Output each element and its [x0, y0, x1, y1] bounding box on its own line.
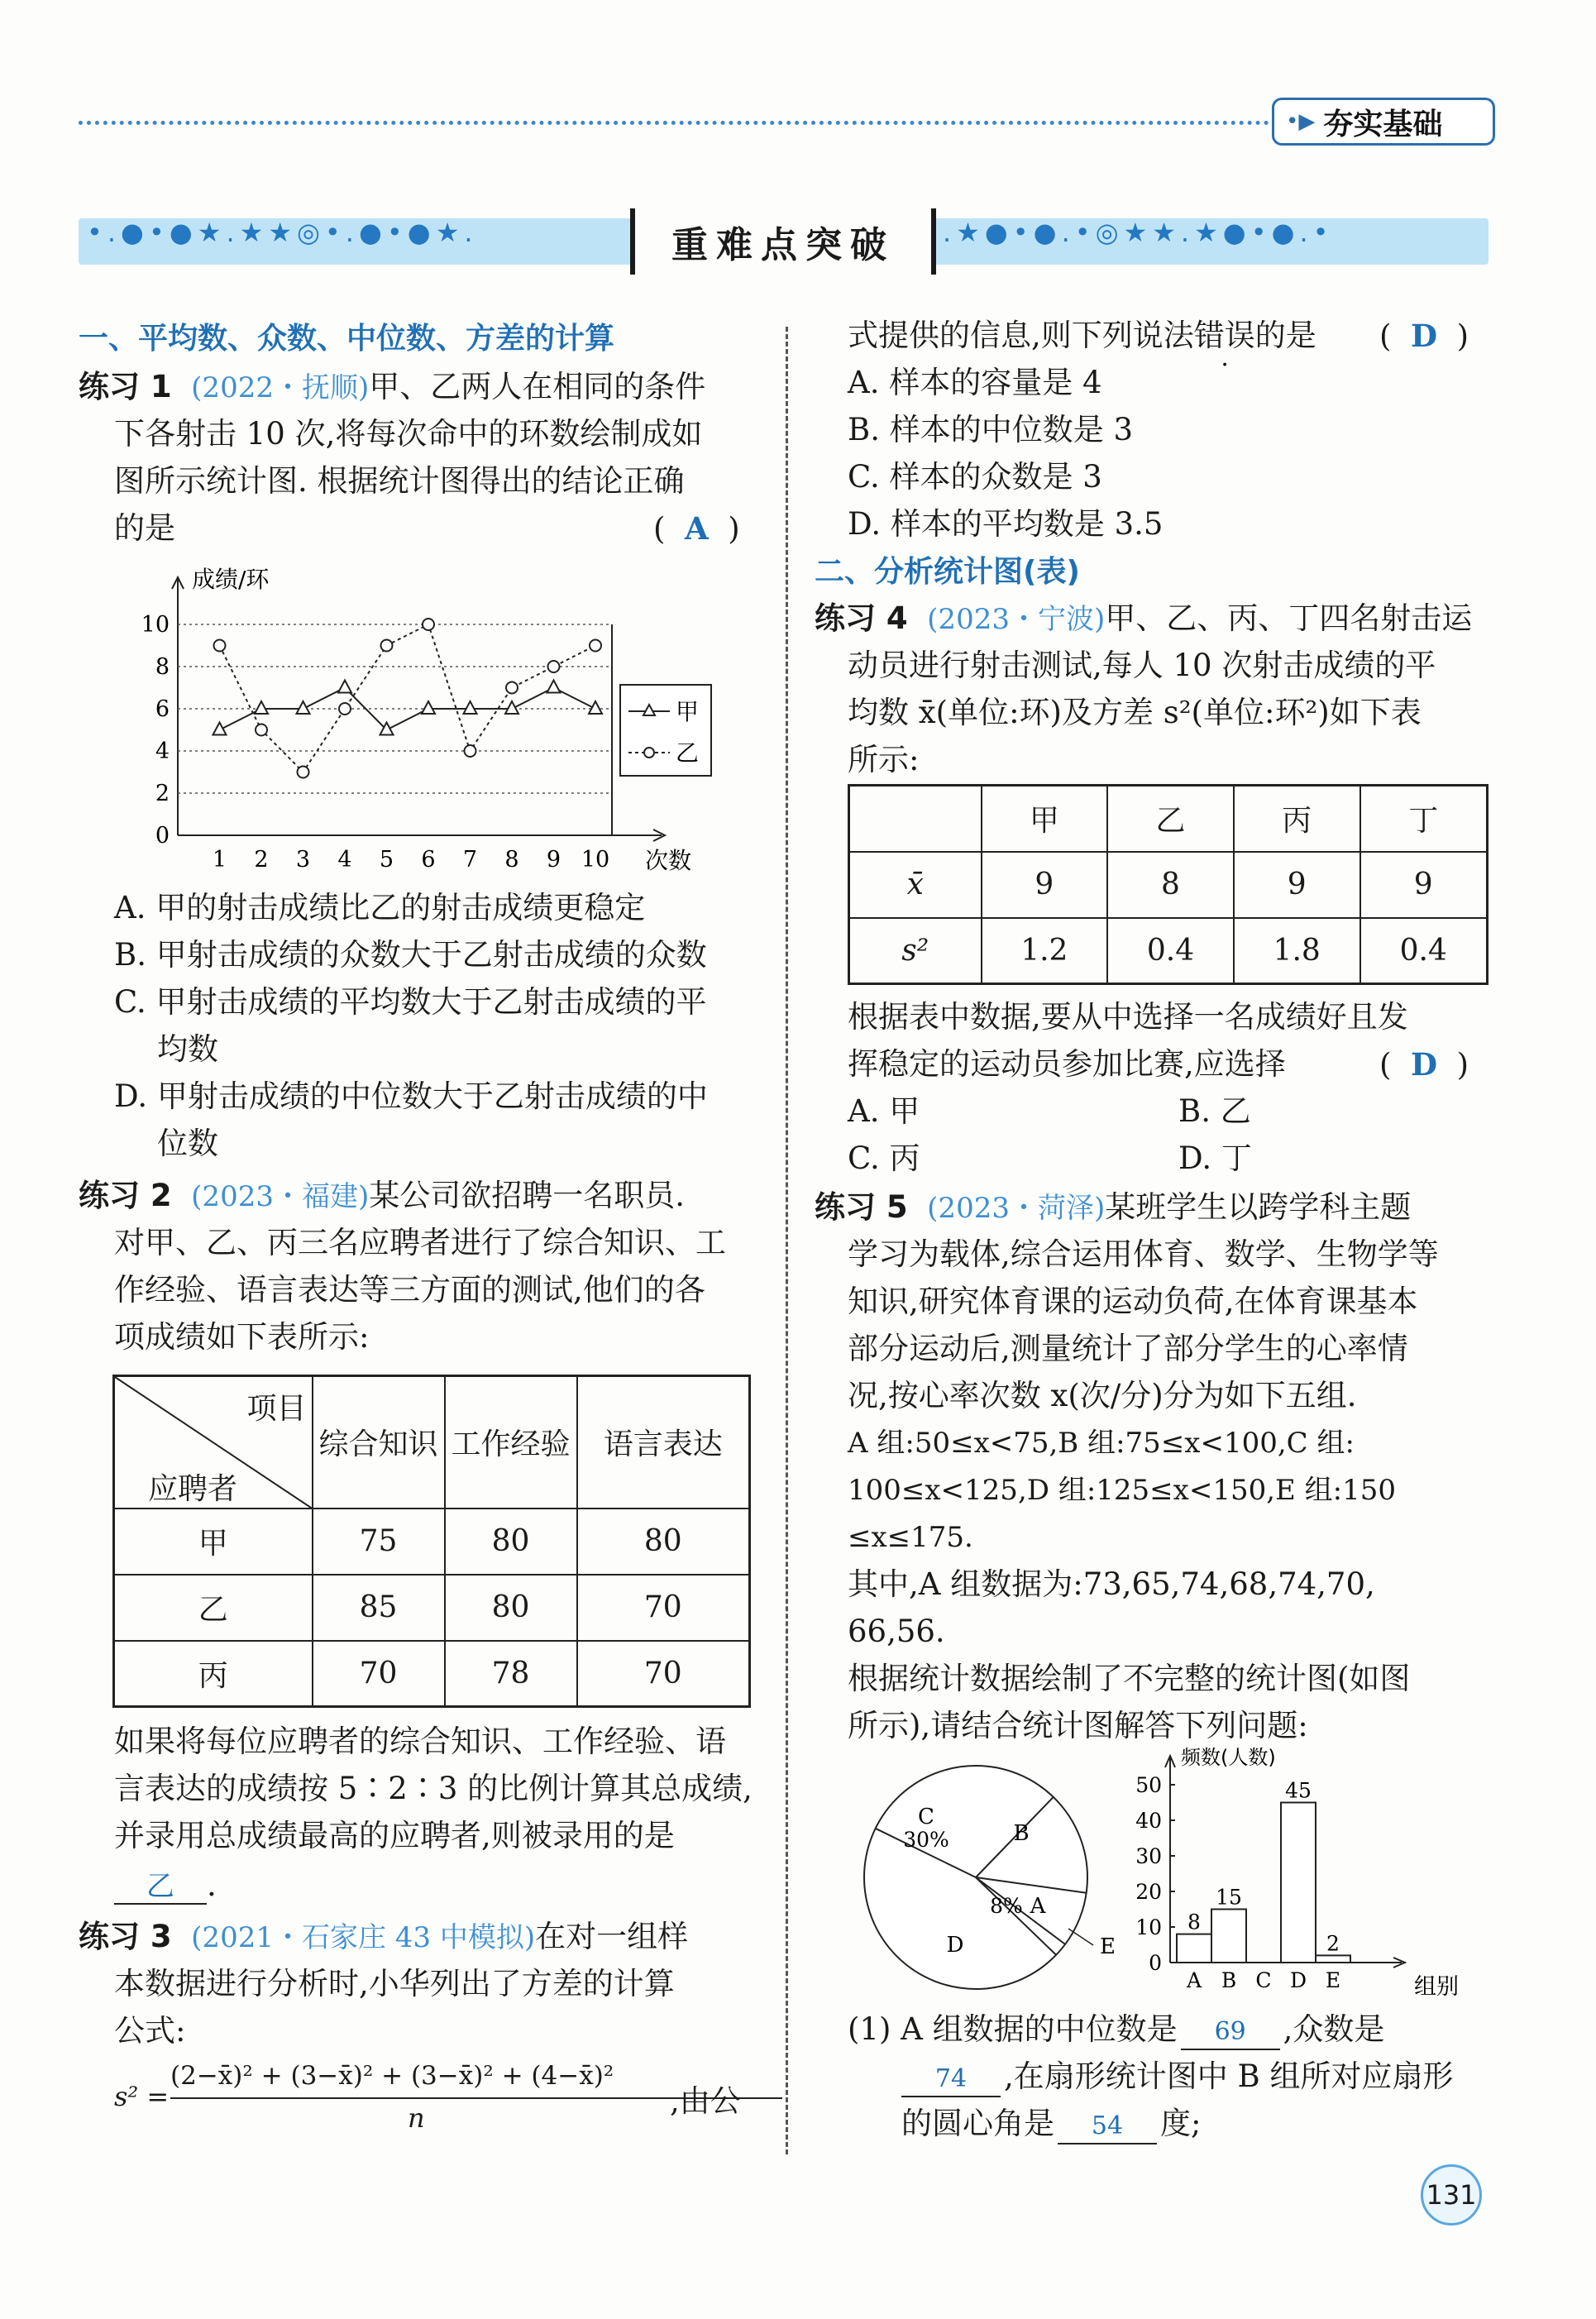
ex5-text: 所示),请结合统计图解答下列问题: — [848, 1708, 1308, 1743]
y-tick-label: 4 — [155, 739, 170, 764]
ex2-corner-bottom: 应聘者 — [148, 1471, 238, 1506]
ex1-line1 — [79, 364, 705, 411]
ex2-table-corner — [114, 1376, 313, 1509]
ex3-cont-tail: 的是 — [1254, 318, 1316, 353]
ex5-text: 某班学生以跨学科主题 — [1105, 1189, 1412, 1225]
bar-value-label: 45 — [1285, 1778, 1312, 1803]
ex4-option-b: B. 乙 — [1178, 1093, 1251, 1129]
ex5-answer-angle: 54 — [1058, 2110, 1157, 2144]
bar-E — [1316, 1955, 1350, 1963]
table-row — [114, 1509, 750, 1575]
ex3-text: 在对一组样 — [535, 1919, 689, 1954]
ex5-text: 66,56. — [848, 1614, 945, 1649]
ex4-answer: ( D ) — [1379, 1046, 1469, 1083]
pie-value-A: 8% — [990, 1894, 1023, 1918]
table-row — [114, 1641, 750, 1707]
y-tick-label: 40 — [1135, 1809, 1162, 1833]
x-tick-label: 6 — [421, 847, 436, 873]
ex4-cell: s² — [849, 918, 982, 984]
bar-value-label: 8 — [1187, 1910, 1201, 1934]
x-tick-label: 10 — [581, 847, 610, 873]
banner-stars-right: .★●•●.•◎★★.★●•●.• — [943, 217, 1334, 248]
x-tick-label: 7 — [462, 847, 478, 873]
legend-label-甲: 甲 — [676, 698, 700, 725]
column-divider — [786, 327, 788, 2154]
x-tick-label: D — [1289, 1968, 1307, 1992]
bar-A — [1177, 1934, 1211, 1963]
ex3-cite: (2021・石家庄 43 中模拟) — [191, 1921, 536, 1954]
table-row — [849, 852, 1488, 918]
ex4-answer-value: D — [1410, 1046, 1438, 1083]
ex3-label: 练习 3 — [79, 1919, 172, 1954]
ex2-after: 如果将每位应聘者的综合知识、工作经验、语 — [114, 1724, 726, 1759]
bar-B — [1211, 1910, 1246, 1963]
ex4-cell: 0.4 — [1107, 918, 1234, 984]
ex3-cont-line — [848, 313, 1316, 359]
ex3-line1 — [79, 1914, 688, 1961]
ex4-cell: 9 — [1360, 852, 1488, 918]
ex4-table — [848, 784, 1488, 985]
ex3-text: 公式: — [114, 2013, 186, 2049]
ex5-q1-text: 的圆心角是 — [901, 2106, 1054, 2141]
ex4-label: 练习 4 — [815, 600, 908, 636]
ex1-option-c-cont: 均数 — [157, 1031, 218, 1067]
x-axis-label: 组别 — [1414, 1974, 1459, 2000]
ex2-cell: 70 — [577, 1575, 750, 1641]
x-tick-label: 3 — [295, 847, 311, 873]
section-tab — [1272, 98, 1495, 146]
ex2-cell: 乙 — [114, 1575, 313, 1641]
ex4-option-a: A. 甲 — [848, 1093, 920, 1129]
data-point-triangle — [422, 701, 435, 714]
ex5-answer-median: 69 — [1181, 2015, 1280, 2050]
table-row — [114, 1575, 750, 1641]
pie-label-E: E — [1100, 1934, 1116, 1959]
data-point-triangle — [297, 701, 310, 714]
ex2-table — [112, 1375, 751, 1708]
ex4-cite: (2023・宁波) — [927, 603, 1106, 636]
x-tick-label: 5 — [379, 847, 394, 873]
pie-label-A: A — [1030, 1894, 1046, 1919]
ex5-q1-line2 — [901, 2054, 1453, 2100]
ex1-label: 练习 1 — [79, 369, 172, 404]
ex5-cite: (2023・菏泽) — [927, 1192, 1106, 1225]
ex4-cell: 8 — [1107, 852, 1234, 918]
ex5-text: 根据统计数据绘制了不完整的统计图(如图 — [848, 1661, 1411, 1696]
ex2-cell: 70 — [577, 1641, 750, 1707]
data-point-circle — [506, 682, 518, 694]
ex4-header: 丁 — [1360, 786, 1488, 852]
ex5-q1-text: 度; — [1160, 2106, 1202, 2141]
pie-label-C: C — [918, 1805, 934, 1829]
ex4-after: 挥稳定的运动员参加比赛,应选择 — [848, 1046, 1286, 1082]
ex4-after: 根据表中数据,要从中选择一名成绩好且发 — [848, 999, 1408, 1035]
ex2-cell: 80 — [445, 1575, 577, 1641]
data-point-circle — [590, 640, 601, 652]
ex5-q1-text: (1) A 组数据的中位数是 — [848, 2011, 1178, 2047]
ex4-option-d: D. 丁 — [1178, 1140, 1252, 1176]
ex4-header — [849, 786, 982, 852]
table-row — [849, 918, 1488, 984]
x-axis-label: 次数 — [645, 847, 692, 874]
ex5-text: ≤x≤175. — [848, 1521, 973, 1554]
ex4-cell: 9 — [1234, 852, 1360, 918]
ex2-text: 作经验、语言表达等三方面的测试,他们的各 — [114, 1272, 705, 1308]
ex2-col-header: 综合知识 — [313, 1376, 445, 1509]
ex4-cell: 1.8 — [1234, 918, 1360, 984]
ex1-text: 甲、乙两人在相同的条件 — [369, 369, 706, 404]
y-tick-label: 0 — [155, 823, 170, 849]
ex4-option-c: C. 丙 — [848, 1140, 920, 1176]
ex1-answer-value: A — [684, 510, 709, 547]
data-point-triangle — [213, 723, 227, 735]
ex1-option-c: C. 甲射击成绩的平均数大于乙射击成绩的平 — [114, 984, 707, 1020]
ex5-text: 其中,A 组数据为:73,65,74,68,74,70, — [848, 1566, 1375, 1602]
ex5-text: 学习为载体,综合运用体育、数学、生物学等 — [848, 1236, 1439, 1272]
x-tick-label: A — [1186, 1968, 1202, 1992]
ex2-cell: 75 — [313, 1509, 445, 1575]
banner-stars-left: •.●•●★.★★◎•.●•●★. — [87, 217, 478, 248]
line-chart — [124, 562, 719, 885]
ex2-col-header: 语言表达 — [577, 1376, 750, 1509]
x-tick-label: 2 — [254, 847, 269, 873]
ex3-option-b: B. 样本的中位数是 3 — [848, 412, 1134, 447]
x-tick-label: E — [1325, 1968, 1341, 1992]
ex2-after: 并录用总成绩最高的应聘者,则被录用的是 — [114, 1818, 675, 1853]
ex4-text: 所示: — [848, 742, 920, 777]
data-point-circle — [548, 661, 560, 672]
y-tick-label: 2 — [155, 781, 170, 806]
data-point-triangle — [338, 681, 351, 693]
y-axis-label: 频数(人数) — [1181, 1746, 1276, 1769]
ex2-line1 — [79, 1173, 685, 1220]
y-tick-label: 20 — [1135, 1880, 1162, 1904]
x-tick-label: 8 — [504, 847, 519, 873]
ex3-text: 本数据进行分析时,小华列出了方差的计算 — [114, 1966, 675, 2001]
ex4-cell: 9 — [982, 852, 1108, 918]
ex5-q1-line1 — [848, 2006, 1384, 2053]
ex2-col-header: 工作经验 — [445, 1376, 577, 1509]
bar-chart — [1133, 1741, 1488, 2006]
data-point-circle — [214, 640, 226, 652]
banner-title-box — [630, 208, 936, 275]
ex1-cite: (2022・抚顺) — [191, 371, 370, 404]
ex2-cell: 80 — [445, 1509, 577, 1575]
ex2-cell: 78 — [445, 1641, 577, 1707]
pie-chart — [852, 1753, 1133, 2001]
ex5-text: 100≤x<125,D 组:125≤x<150,E 组:150 — [848, 1474, 1396, 1507]
data-point-circle — [381, 640, 393, 652]
ex1-option-d: D. 甲射击成绩的中位数大于乙射击成绩的中 — [114, 1078, 708, 1114]
ex2-answer: 乙 — [114, 1870, 207, 1905]
ex1-text: 图所示统计图. 根据统计图得出的结论正确 — [114, 463, 685, 499]
variance-formula — [114, 2059, 776, 2150]
ex3-cont-text: 式提供的信息,则下列说法 — [848, 318, 1194, 353]
x-tick-label: 9 — [546, 847, 561, 873]
ex5-answer-mode: 74 — [901, 2063, 1001, 2097]
ex5-q1-text: ,众数是 — [1283, 2011, 1385, 2047]
y-tick-label: 6 — [155, 696, 170, 722]
data-point-circle — [423, 619, 434, 630]
bar-value-label: 15 — [1216, 1885, 1242, 1910]
data-point-triangle — [547, 681, 561, 693]
series-line-乙 — [220, 624, 596, 772]
y-tick-label: 0 — [1149, 1951, 1162, 1975]
ex4-header: 甲 — [982, 786, 1108, 852]
ex1-answer: ( A ) — [653, 510, 740, 547]
ex3-option-d: D. 样本的平均数是 3.5 — [848, 506, 1164, 542]
pie-leader-line-e — [1068, 1929, 1093, 1945]
legend-label-乙: 乙 — [676, 739, 700, 767]
legend-circle-icon — [644, 748, 654, 758]
ex5-text: A 组:50≤x<75,B 组:75≤x<100,C 组: — [848, 1427, 1355, 1460]
y-tick-label: 10 — [141, 612, 170, 638]
ex1-text: 的是 — [114, 510, 175, 546]
ex3-answer-value: D — [1410, 318, 1438, 354]
ex1-option-b: B. 甲射击成绩的众数大于乙射击成绩的众数 — [114, 937, 707, 973]
formula-denominator: n — [408, 2102, 425, 2134]
header-dotted-rule — [79, 121, 1269, 125]
data-point-circle — [465, 745, 476, 757]
ex5-q1-line3 — [901, 2101, 1201, 2147]
ex2-cell: 丙 — [114, 1641, 313, 1707]
ex5-line1 — [815, 1184, 1411, 1231]
x-tick-label: C — [1255, 1968, 1272, 1992]
y-tick-label: 30 — [1135, 1844, 1162, 1868]
ex5-text: 知识,研究体育课的运动负荷,在体育课基本 — [848, 1284, 1418, 1319]
y-tick-label: 8 — [155, 654, 170, 680]
ex3-option-c: C. 样本的众数是 3 — [848, 459, 1102, 495]
page-number: 131 — [1426, 2179, 1477, 2211]
ex5-label: 练习 5 — [815, 1189, 908, 1225]
ex1-option-a: A. 甲的射击成绩比乙的射击成绩更稳定 — [114, 890, 646, 925]
formula-lhs: s² = — [114, 2081, 170, 2112]
ex3-emphasis: 错误 — [1193, 318, 1255, 353]
ex2-text: 某公司欲招聘一名职员. — [369, 1178, 685, 1213]
ex1-text: 下各射击 10 次,将每次命中的环数绘制成如 — [114, 416, 703, 452]
data-point-triangle — [505, 701, 518, 714]
ex4-text: 甲、乙、丙、丁四名射击运 — [1105, 600, 1473, 636]
ex2-after: 言表达的成绩按 5∶2∶3 的比例计算其总成绩, — [114, 1771, 753, 1806]
ex2-cite: (2023・福建) — [191, 1180, 370, 1213]
ex2-cell: 70 — [313, 1641, 445, 1707]
ex4-line1 — [815, 595, 1472, 643]
x-tick-label: 1 — [212, 847, 227, 873]
pie-value-C: 30% — [903, 1828, 949, 1852]
page-number-badge — [1421, 2164, 1482, 2226]
ex4-cell: 1.2 — [982, 918, 1108, 984]
ex1-option-d-cont: 位数 — [157, 1126, 218, 1161]
pie-label-D: D — [946, 1933, 964, 1958]
ex2-text: 项成绩如下表所示: — [114, 1319, 370, 1355]
formula-numerator: (2−x̄)² + (3−x̄)² + (3−x̄)² + (4−x̄)² — [170, 2061, 614, 2091]
ex4-cell: 0.4 — [1360, 918, 1488, 984]
y-axis-label: 成绩/环 — [192, 566, 270, 593]
bar-value-label: 2 — [1326, 1931, 1340, 1956]
ex4-cell: x̄ — [849, 852, 982, 918]
data-point-circle — [256, 724, 267, 736]
ex5-text: 部分运动后,测量统计了部分学生的心率情 — [848, 1331, 1408, 1366]
banner-title: 重难点突破 — [671, 224, 895, 266]
ex4-header: 乙 — [1107, 786, 1234, 852]
data-point-circle — [339, 703, 351, 715]
section2-heading: 二、分析统计图(表) — [815, 555, 1080, 589]
table-row — [849, 786, 1488, 852]
bar-D — [1281, 1803, 1316, 1963]
x-tick-label: B — [1221, 1968, 1237, 1992]
y-tick-label: 50 — [1135, 1773, 1162, 1797]
ex2-cell: 甲 — [114, 1509, 313, 1575]
ex5-q1-text: ,在扇形统计图中 B 组所对应扇形 — [1004, 2058, 1454, 2094]
ex2-cell: 80 — [577, 1509, 750, 1575]
ex2-text: 对甲、乙、丙三名应聘者进行了综合知识、工 — [114, 1225, 726, 1260]
ex4-text: 均数 x̄(单位:环)及方差 s²(单位:环²)如下表 — [848, 695, 1422, 730]
ex4-header: 丙 — [1234, 786, 1360, 852]
y-tick-label: 10 — [1135, 1915, 1162, 1939]
ex3-option-a: A. 样本的容量是 4 — [848, 365, 1102, 400]
ex3-answer: ( D ) — [1379, 318, 1469, 354]
data-point-circle — [298, 767, 309, 778]
ex2-corner-top: 项目 — [246, 1392, 307, 1426]
ex2-cell: 85 — [313, 1575, 445, 1641]
x-tick-label: 4 — [337, 847, 352, 873]
ex2-label: 练习 2 — [79, 1178, 172, 1213]
formula-tail: ,由公 — [670, 2083, 741, 2119]
data-point-triangle — [464, 701, 477, 714]
pie-label-B: B — [1013, 1821, 1030, 1846]
ex5-text: 况,按心率次数 x(次/分)分为如下五组. — [848, 1378, 1357, 1413]
section-tab-label: 夯实基础 — [1323, 107, 1443, 141]
ex2-answer-line: 乙 . — [114, 1862, 217, 1909]
section1-heading: 一、平均数、众数、中位数、方差的计算 — [79, 322, 615, 356]
data-point-triangle — [589, 701, 602, 714]
data-point-triangle — [255, 701, 268, 714]
ex4-text: 动员进行射击测试,每人 10 次射击成绩的平 — [848, 648, 1436, 683]
tab-arrow-icon: •▶ — [1286, 109, 1316, 134]
